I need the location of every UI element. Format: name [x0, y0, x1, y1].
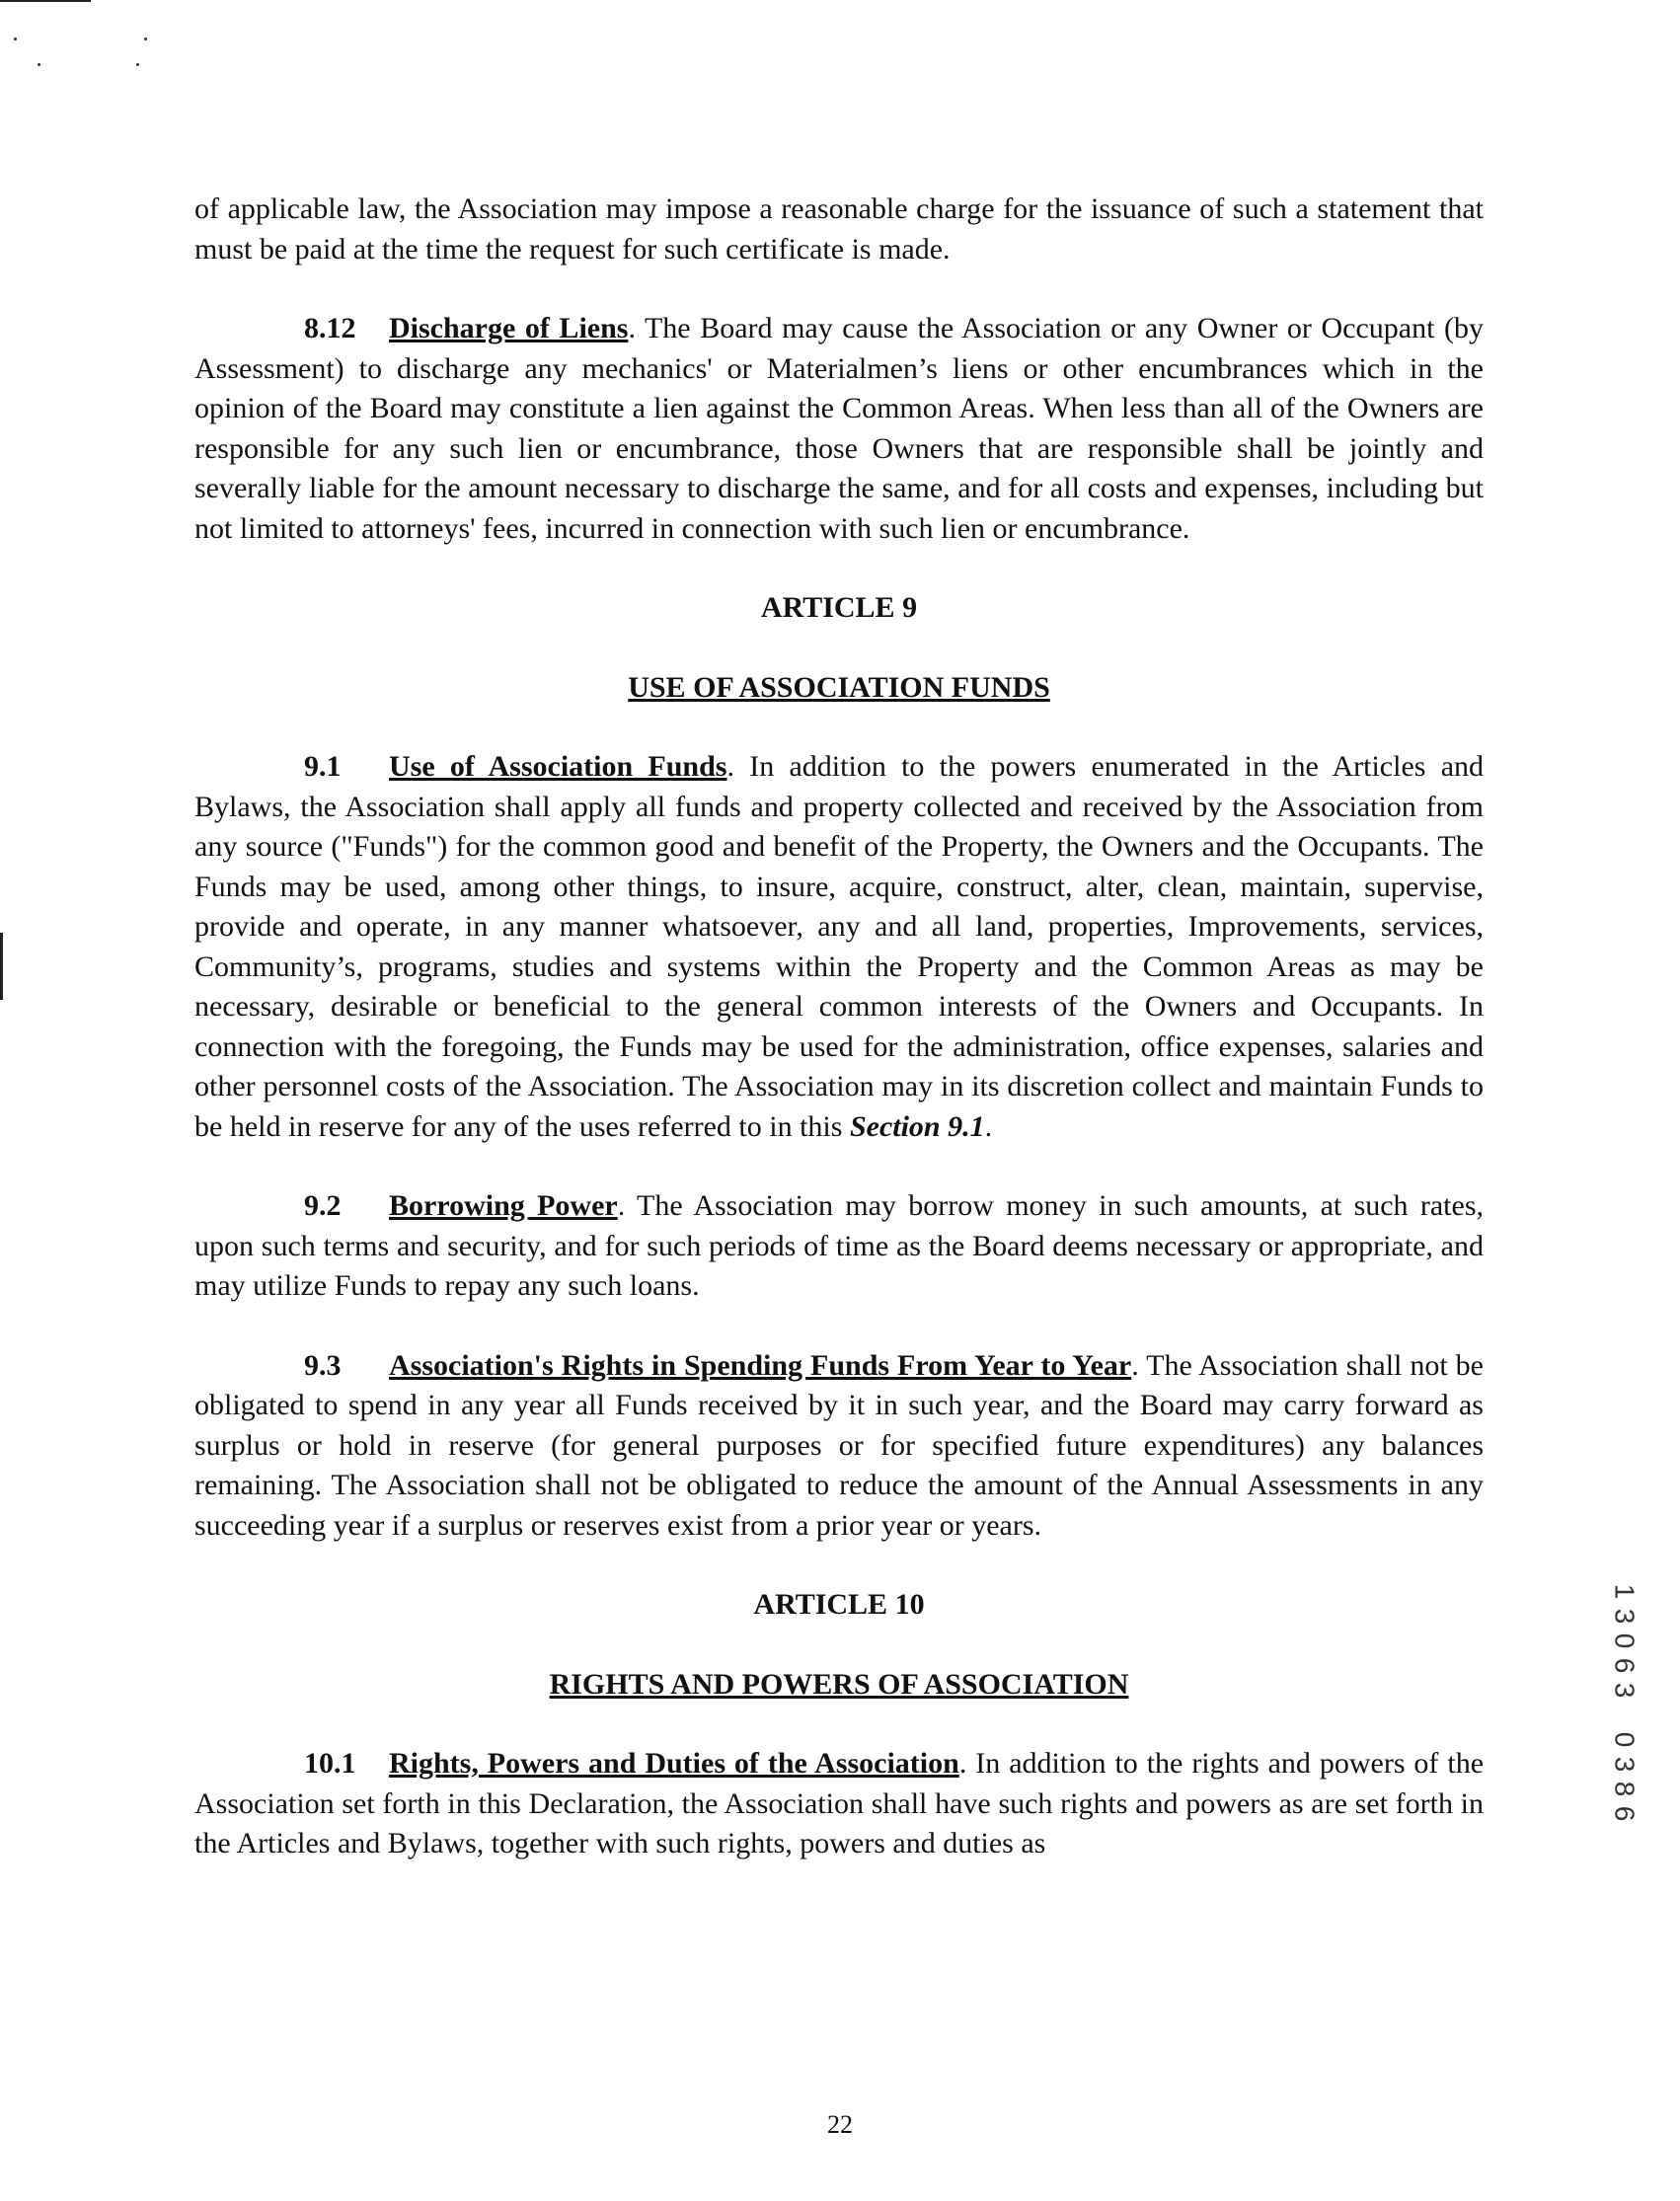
scan-margin-mark — [0, 933, 3, 1000]
recording-stamp — [1605, 1579, 1644, 1826]
stamp-glyph: 6 — [1609, 1657, 1641, 1674]
section-9-3: 9.3 Association's Rights in Spending Funds From Year to Year. The Association shall not be obligated to spend in any year all Funds received by it in such year, and the Board may carry forward as surplus or hold in reserve (for general purposes or for specified future expenditures) any balances remaining. The Association shall not be obligated to reduce the amount of the Annual Assessments in any succeeding year if a surplus or reserves exist from a prior year or years. — [194, 1346, 1484, 1547]
scan-speck — [144, 38, 147, 40]
section-title: Association's Rights in Spending Funds From Year to Year — [389, 1348, 1132, 1382]
scan-speck — [38, 63, 40, 66]
document-body — [194, 190, 1484, 1864]
stamp-glyph: 0 — [1609, 1632, 1641, 1649]
section-body: In addition to the powers enumerated in the Articles and Bylaws, the Association shall apply all funds and property collected and received by the Association from any source ("Funds") for the common good and benefit of the Property, the Owners and the Occupants. The Funds may be used, among other things, to insure, acquire, construct, alter, clean, maintain, supervise, provide and operate, in any manner whatsoever, any and all land, properties, Improvements, services, Community’s, programs, studies and systems within the Property and the Common Areas as may be necessary, desirable or beneficial to the general common interests of the Owners and Occupants. In connection with the foregoing, the Funds may be used for the administration, office expenses, salaries and other personnel costs of the Association. The Association may in its discretion collect and maintain Funds to be held in reserve for any of the uses referred to in this — [194, 750, 1485, 1143]
section-number: 10.1 — [304, 1747, 356, 1780]
section-9-2: 9.2 Borrowing Power. The Association may borrow money in such amounts, at such rates, upon such terms and security, and for such periods of time as the Board deems necessary or appropriate, and may utilize Funds to repay any such loans. — [194, 1186, 1484, 1307]
section-title: Use of Association Funds — [389, 750, 727, 783]
stamp-glyph: 8 — [1609, 1781, 1641, 1797]
section-body: The Association may borrow money in such amounts, at such rates, upon such terms and security, and for such periods of time as the Board deems necessary or appropriate, and may utilize Funds to repay any such loans. — [194, 1189, 1485, 1302]
article-10-label: ARTICLE 10 — [753, 1588, 925, 1621]
section-title: Discharge of Liens — [389, 312, 629, 344]
section-10-1: 10.1 Rights, Powers and Duties of the Association. In addition to the rights and powers of the Association set forth in this Declaration, the Association shall have such rights and powers as are set forth in the Articles and Bylaws, together with such rights, powers and duties as — [194, 1744, 1484, 1864]
article-title-text: RIGHTS AND POWERS OF ASSOCIATION — [549, 1667, 1129, 1701]
scan-edge-mark — [0, 0, 91, 2]
stamp-glyph: 3 — [1609, 1756, 1641, 1773]
section-number: 9.3 — [304, 1348, 342, 1382]
section-9-1: 9.1 Use of Association Funds. In addition to the powers enumerated in the Articles and Bylaws, the Association shall apply all funds and property collected and received by the Association from any source ("Funds") for the common good and benefit of the Property, the Owners and the Occupants. The Funds may be used, among other things, to insure, acquire, construct, alter, clean, maintain, supervise, provide and operate, in any manner whatsoever, any and all land, properties, Improvements, services, Community’s, programs, studies and systems within the Property and the Common Areas as may be necessary, desirable or beneficial to the general common interests of the Owners and Occupants. In connection with the foregoing, the Funds may be used for the administration, office expenses, salaries and other personnel costs of the Association. The Association may in its discretion collect and maintain Funds to be held in reserve for any of the uses referred to in this Section 9.1. — [194, 747, 1484, 1147]
section-body: The Association shall not be obligated to spend in any year all Funds received by it in such year, and the Board may carry forward as surplus or hold in reserve (for general purposes or for specified future expenditures) any balances remaining. The Association shall not be obligated to reduce the amount of the Annual Assessments in any succeeding year if a surplus or reserves exist from a prior year or years. — [194, 1348, 1484, 1542]
stamp-glyph: 1 — [1609, 1583, 1641, 1600]
section-number: 9.2 — [304, 1189, 342, 1222]
stamp-glyph: 0 — [1609, 1731, 1641, 1748]
article-9-label: ARTICLE 9 — [760, 591, 918, 624]
section-body: The Board may cause the Association or any Owner or Occupant (by Assessment) to discharge any mechanics' or Materialmen’s liens or other encumbrances which in the opinion of the Board may constitute a lien against the Common Areas. When less than all of the Owners are responsible for any such lien or encumbrance, those Owners that are responsible shall be jointly and severally liable for the amount necessary to discharge the same, and for all costs and expenses, including but not limited to attorneys' fees, incurred in connection with such lien or encumbrance. — [194, 312, 1484, 545]
stamp-glyph: 3 — [1609, 1682, 1641, 1699]
section-body: In addition to the rights and powers of the Association set forth in this Declaration, the Association shall have such rights and powers as are set forth in the Articles and Bylaws, together with such rights, powers and duties as — [194, 1747, 1485, 1859]
scan-speck — [136, 63, 139, 66]
section-title: Rights, Powers and Duties of the Association — [389, 1747, 959, 1780]
intro-paragraph: of applicable law, the Association may impose a reasonable charge for the issuance of such a statement that must be paid at the time the request for such certificate is made. — [194, 192, 1484, 266]
article-9-title — [194, 668, 1484, 709]
article-title-text: USE OF ASSOCIATION FUNDS — [628, 670, 1050, 704]
section-title: Borrowing Power — [389, 1189, 618, 1222]
section-reference: Section 9.1 — [849, 1109, 985, 1143]
page-number: 22 — [827, 2110, 853, 2139]
article-10-title — [194, 1665, 1484, 1706]
section-number: 9.1 — [304, 750, 342, 783]
stamp-glyph: 3 — [1609, 1608, 1641, 1625]
section-8-12: 8.12 Discharge of Liens. The Board may cause the Association or any Owner or Occupant (by Assessment) to discharge any mechanics' or Materialmen’s liens or other encumbrances which in the opinion of the Board may constitute a lien against the Common Areas. When less than all of the Owners are responsible for any such lien or encumbrance, those Owners that are responsible shall be jointly and severally liable for the amount necessary to discharge the same, and for all costs and expenses, including but not limited to attorneys' fees, incurred in connection with such lien or encumbrance. — [194, 309, 1484, 549]
stamp-glyph: 6 — [1609, 1805, 1641, 1822]
scan-speck — [14, 38, 17, 40]
section-number: 8.12 — [304, 312, 356, 344]
